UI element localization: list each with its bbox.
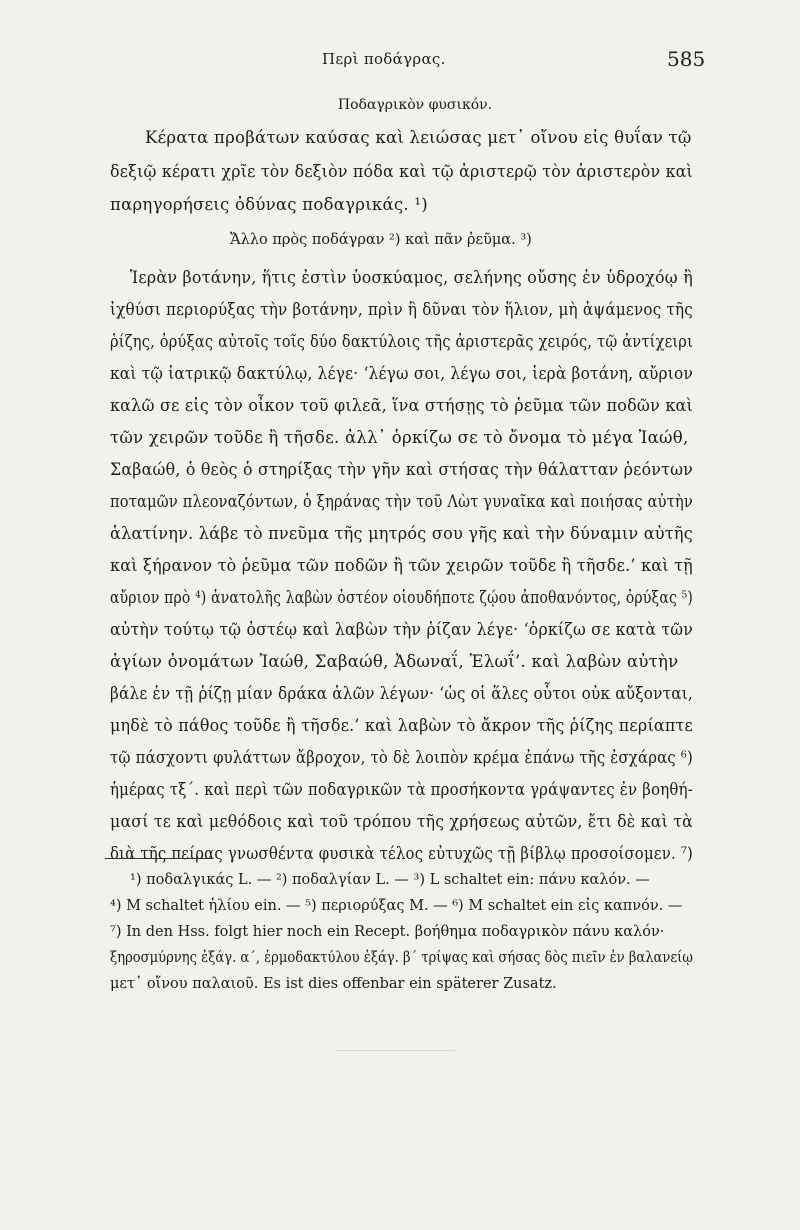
footnote-line: ⁷) In den Hss. folgt hier noch ein Recept. βοήθημα ποδαγρικὸν πάνυ καλόν· (110, 924, 665, 940)
text-line: τῶν χειρῶν τοῦδε ἢ τῆσδε. ἀλλ᾿ ὁρκίζω σε τὸ ὄνομα τὸ μέγα Ἰαώθ, (110, 428, 689, 447)
text-line: μηδὲ τὸ πάθος τοῦδε ἢ τῆσδε.’ καὶ λαβὼν τὸ ἄκρον τῆς ῥίζης περίαπτε (110, 716, 693, 735)
text-line: τῷ πάσχοντι φυλάττων ἄβροχον, τὸ δὲ λοιπὸν κρέμα ἐπάνω τῆς ἐσχάρας ⁶) (110, 748, 693, 767)
text-line: αὔριον πρὸ ⁴) ἀνατολῆς λαβὼν ὀστέον οἱουδήποτε ζῴου ἀποθανόντος, ὀρύξας ⁵) (110, 588, 693, 607)
text-line: διὰ τῆς πείρας γνωσθέντα φυσικὰ τέλος εὐτυχῶς τῇ βίβλῳ προσοίσομεν. ⁷) (110, 844, 693, 863)
text-line: ἰχθύσι περιορύξας τὴν βοτάνην, πρὶν ἢ δῦναι τὸν ἥλιον, μὴ ἀψάμενος τῆς (110, 300, 693, 319)
footnote-line: ⁴) M schaltet ἡλίου ein. — ⁵) περιορύξας M. — ⁶) M schaltet ein εἰς καπνόν. — (110, 898, 683, 914)
text-line: αὐτὴν τούτῳ τῷ ὀστέῳ καὶ λαβὼν τὴν ῥίζαν λέγε· ‘ὁρκίζω σε κατὰ τῶν (110, 620, 693, 639)
footnote-rule (105, 858, 213, 859)
running-head (0, 47, 800, 74)
text-line: καλῶ σε εἰς τὸν οἶκον τοῦ φιλεᾶ, ἵνα στήσῃς τὸ ῥεῦμα τῶν ποδῶν καὶ (110, 396, 693, 415)
text-line: μασί τε καὶ μεθόδοις καὶ τοῦ τρόπου τῆς χρήσεως αὐτῶν, ἔτι δὲ καὶ τὰ (110, 812, 693, 831)
running-title: Περὶ ποδάγρας. (322, 50, 446, 68)
text-line: βάλε ἐν τῇ ῥίζῃ μίαν δράκα ἁλῶν λέγων· ‘ὡς οἱ ἅλες οὗτοι οὐκ αὔξονται, (110, 684, 693, 703)
text-line: ἡμέρας τξ΄. καὶ περὶ τῶν ποδαγρικῶν τὰ προσήκοντα γράψαντες ἐν βοηθή- (110, 780, 693, 799)
text-line: καὶ τῷ ἰατρικῷ δακτύλῳ, λέγε· ‘λέγω σοι, λέγω σοι, ἱερὰ βοτάνη, αὔριον (110, 364, 693, 383)
bleed-through-rule (335, 1050, 455, 1051)
text-line: δεξιῷ κέρατι χρῖε τὸν δεξιὸν πόδα καὶ τῷ ἀριστερῷ τὸν ἀριστερὸν καὶ (110, 162, 693, 181)
text-line: Κέρατα προβάτων καύσας καὶ λειώσας μετ᾿ οἴνου εἰς θυΐαν τῷ (145, 128, 692, 147)
text-line: παρηγορήσεις ὀδύνας ποδαγρικάς. ¹) (110, 195, 428, 214)
text-line: ἁλατίνην. λάβε τὸ πνεῦμα τῆς μητρός σου γῆς καὶ τὴν δύναμιν αὐτῆς (110, 524, 693, 543)
footnote-line: μετ᾿ οἴνου παλαιοῦ. Es ist dies offenbar ein späterer Zusatz. (110, 976, 557, 992)
text-line: ῥίζης, ὀρύξας αὐτοῖς τοῖς δύο δακτύλοις τῆς ἀριστερᾶς χειρός, τῷ ἀντίχειρι (110, 332, 693, 351)
subheading: Ἄλλο πρὸς ποδάγραν ²) καὶ πᾶν ῥεῦμα. ³) (230, 232, 532, 248)
footnote-line: ξηροσμύρνης ἐξάγ. α΄, ἑρμοδακτύλου ἐξάγ. β΄ τρίψας καὶ σήσας δὸς πιεῖν ἐν βαλανείῳ (110, 950, 693, 966)
footnote-line: ¹) ποδαλγικάς L. — ²) ποδαλγίαν L. — ³) L schaltet ein: πάνυ καλόν. — (130, 872, 650, 888)
text-line: Ἱερὰν βοτάνην, ἥτις ἐστὶν ὑοσκύαμος, σελήνης οὔσης ἐν ὑδροχόῳ ἢ (130, 268, 693, 287)
page-number: 585 (667, 47, 706, 71)
text-line: καὶ ξήρανον τὸ ῥεῦμα τῶν ποδῶν ἢ τῶν χειρῶν τοῦδε ἢ τῆσδε.’ καὶ τῇ (110, 556, 693, 575)
text-line: Σαβαώθ, ὁ θεὸς ὁ στηρίξας τὴν γῆν καὶ στήσας τὴν θάλατταν ῥεόντων (110, 460, 693, 479)
text-line: ποταμῶν πλεοναζόντων, ὁ ξηράνας τὴν τοῦ Λὼτ γυναῖκα καὶ ποιήσας αὐτὴν (110, 492, 693, 511)
text-line: ἁγίων ὀνομάτων Ἰαώθ, Σαβαώθ, Ἀδωναΐ, Ἐλωΐ’. καὶ λαβὼν αὐτὴν (110, 652, 679, 671)
section-title: Ποδαγρικὸν φυσικόν. (337, 97, 493, 113)
